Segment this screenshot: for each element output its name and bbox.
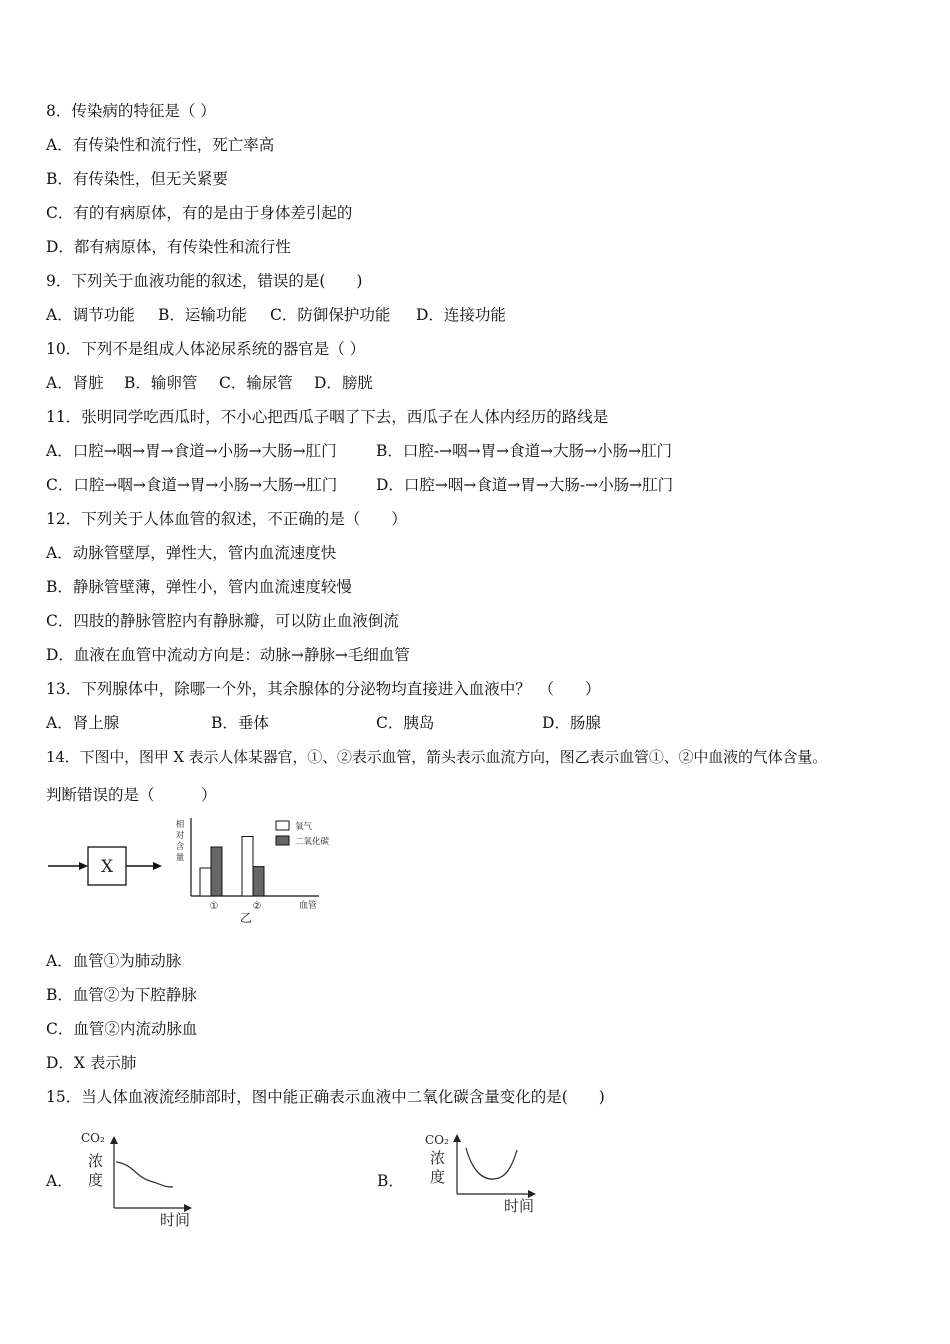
graph-a-x-label: 时间 [160, 1211, 191, 1229]
q14-diagram [44, 812, 354, 930]
q8-option-c: C．有的有病原体，有的是由于身体差引起的 [46, 204, 353, 222]
q13-option-b: B．垂体 [211, 714, 269, 732]
q11-option-a: A．口腔→咽→胃→食道→小肠→大肠→肛门 [46, 442, 337, 460]
organ-x-label: X [100, 857, 114, 877]
q11-option-b: B．口腔-→咽→胃→食道→大肠→小肠→肛门 [376, 442, 673, 460]
bar-co2-vessel-2 [253, 867, 264, 896]
chart-caption: 乙 [239, 911, 253, 925]
q8-stem: 8．传染病的特征是（ ） [46, 102, 216, 120]
q9-option-a: A．调节功能 [46, 306, 135, 324]
graph-b-co2-label: CO₂ [425, 1133, 449, 1147]
bar-oxygen-vessel-2 [242, 837, 253, 897]
q12-option-a: A．动脉管壁厚，弹性大，管内血流速度快 [46, 544, 337, 562]
y-label-4: 量 [175, 853, 185, 863]
q9-stem: 9．下列关于血液功能的叙述，错误的是( ) [46, 272, 363, 290]
graph-a-ylabel-1: 浓 [88, 1152, 104, 1170]
x-tick-vessel-1: ① [209, 901, 219, 912]
graph-b-y-arrow-icon [453, 1134, 461, 1142]
q10-option-d: D．膀胱 [314, 374, 373, 392]
q9-option-c: C．防御保护功能 [270, 306, 391, 324]
q9-option-d: D．连接功能 [416, 306, 506, 324]
q8-option-a: A．有传染性和流行性，死亡率高 [46, 136, 275, 154]
q15-option-b-label: B． [377, 1172, 404, 1190]
q15-graph-b [420, 1122, 545, 1232]
graph-a-co2-label: CO₂ [81, 1131, 105, 1145]
x-tick-vessel-2: ② [252, 901, 262, 912]
q13-stem: 13．下列腺体中，除哪一个外，其余腺体的分泌物均直接进入血液中？ （ ） [46, 680, 601, 698]
graph-b-ylabel-1: 浓 [430, 1149, 446, 1167]
q14-option-c: C．血管②内流动脉血 [46, 1020, 198, 1038]
q15-graph-a [78, 1122, 203, 1232]
q12-stem: 12．下列关于人体血管的叙述，不正确的是（ ） [46, 510, 407, 528]
outflow-arrowhead-icon [153, 862, 162, 870]
q14-stem-line2: 判断错误的是（ ） [46, 786, 217, 804]
q10-option-a: A．肾脏 [46, 374, 104, 392]
bar-oxygen-vessel-1 [200, 868, 211, 896]
graph-b-curve [466, 1148, 517, 1179]
q14-option-d: D．X 表示肺 [46, 1054, 137, 1072]
q14-option-b: B．血管②为下腔静脉 [46, 986, 197, 1004]
q13-option-d: D．肠腺 [542, 714, 601, 732]
bar-co2-vessel-1 [211, 847, 222, 896]
q12-option-d: D．血液在血管中流动方向是：动脉→静脉→毛细血管 [46, 646, 410, 664]
q15-stem: 15．当人体血液流经肺部时，图中能正确表示血液中二氧化碳含量变化的是( ) [46, 1088, 605, 1106]
q9-option-b: B．运输功能 [158, 306, 247, 324]
y-label-1: 相 [175, 820, 185, 830]
graph-a-y-arrow-icon [110, 1136, 118, 1144]
graph-b-ylabel-2: 度 [430, 1168, 446, 1186]
legend-co2-swatch [276, 836, 289, 845]
q11-stem: 11．张明同学吃西瓜时，不小心把西瓜子咽了下去，西瓜子在人体内经历的路线是 [46, 408, 609, 426]
q8-option-b: B．有传染性，但无关紧要 [46, 170, 228, 188]
graph-a-svg [78, 1122, 203, 1232]
q15-option-a-label: A． [46, 1172, 73, 1190]
q10-stem: 10．下列不是组成人体泌尿系统的器官是（ ） [46, 340, 366, 358]
q11-option-d: D．口腔→咽→食道→胃→大肠-→小肠→肛门 [376, 476, 674, 494]
q14-stem-line1: 14．下图中，图甲 X 表示人体某器官，①、②表示血管，箭头表示血流方向，图乙表示血管①、②中血液的气体含量。 [46, 748, 828, 766]
y-label-2: 对 [175, 831, 185, 841]
graph-a-ylabel-2: 度 [88, 1171, 104, 1189]
q12-option-b: B．静脉管壁薄，弹性小，管内血流速度较慢 [46, 578, 352, 596]
graph-a-curve [116, 1162, 173, 1187]
q11-option-c: C．口腔→咽→食道→胃→小肠→大肠→肛门 [46, 476, 338, 494]
graph-b-x-label: 时间 [504, 1197, 535, 1215]
q10-option-c: C．输尿管 [219, 374, 293, 392]
q14-option-a: A．血管①为肺动脉 [46, 952, 182, 970]
y-label-3: 含 [175, 842, 185, 852]
graph-b-svg [420, 1122, 545, 1232]
inflow-arrowhead-icon [79, 862, 88, 870]
q14-figure [44, 812, 354, 930]
q13-option-c: C．胰岛 [376, 714, 435, 732]
q8-option-d: D．都有病原体，有传染性和流行性 [46, 238, 291, 256]
q13-option-a: A．肾上腺 [46, 714, 120, 732]
legend-oxygen-label: 氧气 [295, 822, 313, 832]
q10-option-b: B．输卵管 [124, 374, 198, 392]
legend-co2-label: 二氧化碳 [295, 837, 330, 847]
legend-oxygen-swatch [276, 821, 289, 830]
q12-option-c: C．四肢的静脉管腔内有静脉瓣，可以防止血液倒流 [46, 612, 399, 630]
x-axis-label: 血管 [298, 901, 318, 911]
